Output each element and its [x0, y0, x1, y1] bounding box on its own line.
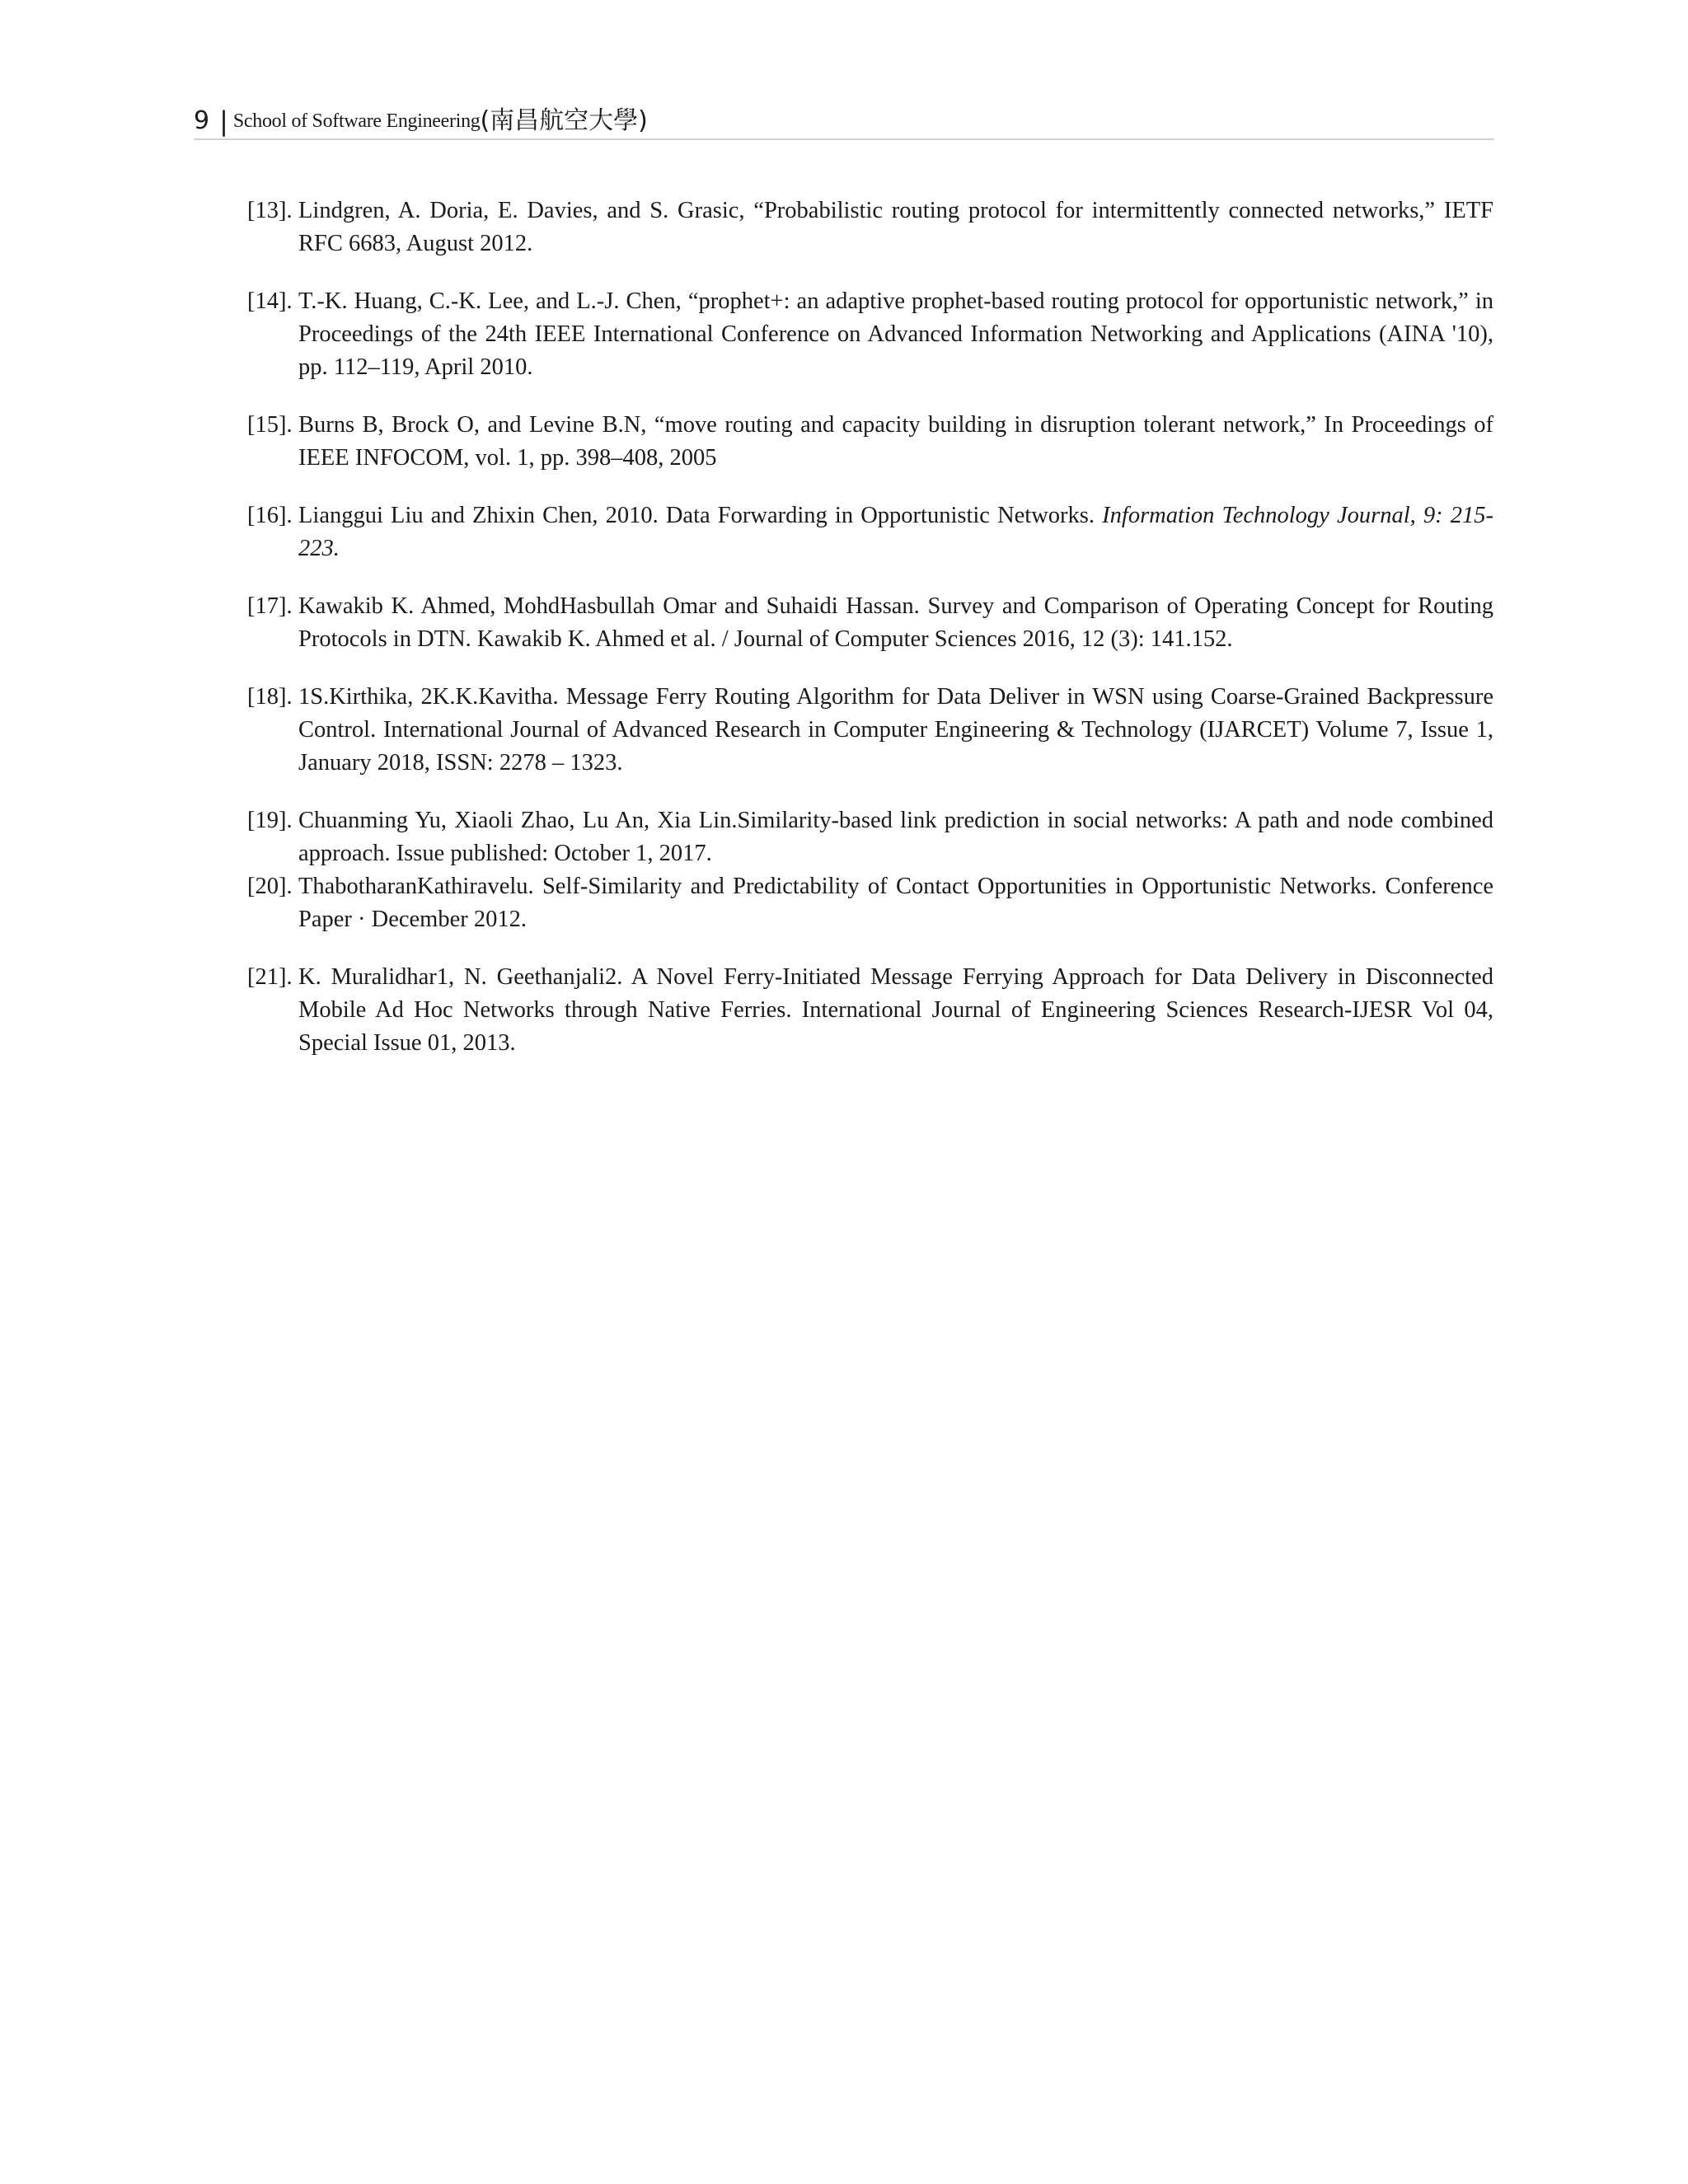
reference-number: [21]. [247, 964, 293, 990]
reference-list [247, 194, 1493, 1060]
reference-21 [247, 961, 1493, 1060]
reference-number: [15]. [247, 412, 293, 438]
header-separator: | [219, 105, 228, 137]
reference-14 [247, 285, 1493, 384]
reference-text: Lindgren, A. Doria, E. Davies, and S. Grasic, “Probabilistic routing protocol for intermittently connected networks,” IETF RFC 6683, August 2012. [298, 198, 1493, 256]
reference-text: K. Muralidhar1, N. Geethanjali2. A Novel Ferry-Initiated Message Ferrying Approach for Data Delivery in Disconnected Mobile Ad Hoc Networks through Native Ferries. International Journal of Engineering Sciences Research-IJESR Vol 04, Special Issue 01, 2013. [298, 964, 1493, 1056]
reference-text: ThabotharanKathiravelu. Self-Similarity and Predictability of Contact Opportunities in Opportunistic Networks. Conference Paper · December 2012. [298, 874, 1493, 932]
reference-text: 1S.Kirthika, 2K.K.Kavitha. Message Ferry Routing Algorithm for Data Deliver in WSN using Coarse-Grained Backpressure Control. International Journal of Advanced Research in Computer Engineering & Technology (IJARCET) Volume 7, Issue 1, January 2018, ISSN: 2278 – 1323. [298, 684, 1493, 776]
reference-number: [14]. [247, 288, 293, 314]
page-header [194, 97, 1494, 140]
reference-journal-italic: Information Technology Journal, 9: 215-223. [298, 503, 1493, 561]
reference-text-plain: Lianggui Liu and Zhixin Chen, 2010. Data Forwarding in Opportunistic Networks. [298, 503, 1103, 528]
reference-number: [20]. [247, 874, 293, 899]
page-number: 9 [194, 106, 210, 135]
reference-text: Burns B, Brock O, and Levine B.N, “move routing and capacity building in disruption tolerant network,” In Proceedings of IEEE INFOCOM, vol. 1, pp. 398–408, 2005 [298, 412, 1493, 471]
reference-number: [17]. [247, 593, 293, 619]
reference-17 [247, 590, 1493, 656]
reference-text: Kawakib K. Ahmed, MohdHasbullah Omar and Suhaidi Hassan. Survey and Comparison of Operating Concept for Routing Protocols in DTN. Kawakib K. Ahmed et al. / Journal of Computer Sciences 2016, 12 (3): 141.152. [298, 593, 1493, 652]
reference-18 [247, 681, 1493, 780]
reference-text: Chuanming Yu, Xiaoli Zhao, Lu An, Xia Lin.Similarity-based link prediction in social networks: A path and node combined approach. Issue published: October 1, 2017. [298, 808, 1493, 866]
reference-19 [247, 804, 1493, 870]
reference-text: T.-K. Huang, C.-K. Lee, and L.-J. Chen, “prophet+: an adaptive prophet-based routing protocol for opportunistic network,” in Proceedings of the 24th IEEE International Conference on Advanced Information Networking and Applications (AINA '10), pp. 112–119, April 2010. [298, 288, 1493, 380]
school-name: School of Software Engineering [232, 110, 481, 132]
reference-number: [16]. [247, 503, 293, 528]
reference-number: [13]. [247, 198, 293, 223]
reference-number: [19]. [247, 808, 293, 833]
reference-13 [247, 194, 1493, 260]
reference-20 [247, 870, 1493, 936]
university-name: (南昌航空大學) [480, 106, 648, 135]
reference-number: [18]. [247, 684, 293, 710]
reference-text [298, 499, 1493, 565]
reference-16 [247, 499, 1493, 565]
reference-15 [247, 409, 1493, 475]
